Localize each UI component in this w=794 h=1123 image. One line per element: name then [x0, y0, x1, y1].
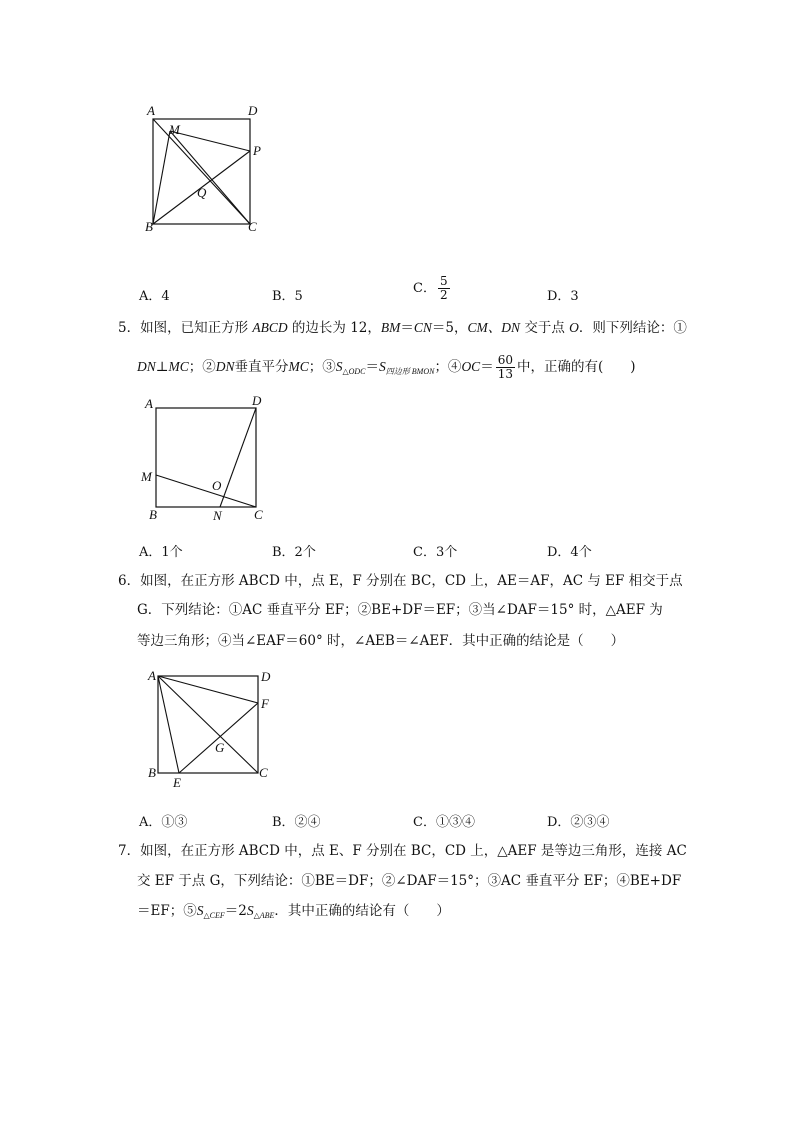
figure-q6 [140, 662, 280, 792]
label-B: B [145, 219, 153, 234]
label-A: A [145, 396, 153, 411]
q6-line-1: 6．如图，在正方形 ABCD 中，点 E，F 分别在 BC，CD 上，AE＝AF，AC 与 EF 相交于点 [118, 573, 683, 589]
q5-option-b[interactable]: B．2个 [272, 545, 316, 560]
label-F: F [261, 696, 269, 711]
q6-option-c[interactable]: C．①③④ [413, 815, 475, 830]
q7-line-2: 交 EF 于点 G，下列结论：①BE＝DF；②∠DAF＝15°；③AC 垂直平分 EF；④BE+DF [137, 873, 682, 889]
label-Q: Q [197, 185, 207, 200]
q4-option-c[interactable] [413, 275, 452, 302]
label-A: A [147, 103, 155, 118]
label-D: D [252, 393, 262, 408]
q5-option-a[interactable]: A．1个 [139, 545, 183, 560]
q4-option-b[interactable]: B．5 [272, 289, 303, 304]
q5-option-d[interactable]: D．4个 [547, 545, 592, 560]
q7-line-1: 7．如图，在正方形 ABCD 中，点 E、F 分别在 BC，CD 上，△AEF 是等边三角形，连接 AC [118, 843, 687, 859]
q5-option-c[interactable]: C．3个 [413, 545, 458, 560]
q4-option-a[interactable]: A．4 [139, 289, 170, 304]
q6-option-d[interactable]: D．②③④ [547, 815, 610, 830]
label-B: B [149, 507, 157, 522]
q6-line-3: 等边三角形；④当∠EAF＝60° 时，∠AEB＝∠AEF．其中正确的结论是（ ） [137, 633, 625, 649]
q4-option-d[interactable]: D．3 [547, 289, 579, 304]
label-A: A [148, 668, 156, 683]
q6-option-b[interactable]: B．②④ [272, 815, 321, 830]
label-C: C [259, 765, 268, 780]
figure-q5 [138, 390, 278, 530]
label-G: G [215, 740, 225, 755]
q4-option-c-fraction: $\frac{5}{2}$ [439, 274, 448, 302]
q5-fraction: $\frac{60}{13}$ [497, 353, 513, 381]
q6-line-2: G．下列结论：①AC 垂直平分 EF；②BE+DF＝EF；③当∠DAF＝15° 时，△AEF 为 [137, 602, 663, 618]
label-M: M [169, 122, 180, 137]
label-C: C [248, 219, 257, 234]
label-E: E [173, 775, 181, 790]
label-N: N [213, 508, 222, 523]
label-O: O [212, 478, 222, 493]
label-D: D [261, 669, 271, 684]
label-M: M [141, 469, 152, 484]
q5-line-1: 5．如图，已知正方形 ABCD 的边长为 12，BM＝CN＝5，CM、DN 交于点 O．则下列结论：① [118, 320, 687, 336]
label-P: P [253, 143, 261, 158]
figure-q4 [140, 100, 270, 240]
label-D: D [248, 103, 258, 118]
q5-line-2: DN⊥MC；②DN垂直平分MC；$③S_{\triangle ODC}=S_{四边形 BMON}$；④OC＝ $\frac{60}{13}$ 中，正确的有( ) [137, 353, 636, 381]
label-C: C [254, 507, 263, 522]
q4-option-c-prefix: C． [413, 281, 436, 296]
q7-line-3: ＝EF；$⑤S_{\triangle CEF}=2S_{\triangle ABE}$．其中正确的结论有（ ） [137, 903, 450, 920]
label-B: B [148, 765, 156, 780]
q6-option-a[interactable]: A．①③ [139, 815, 188, 830]
